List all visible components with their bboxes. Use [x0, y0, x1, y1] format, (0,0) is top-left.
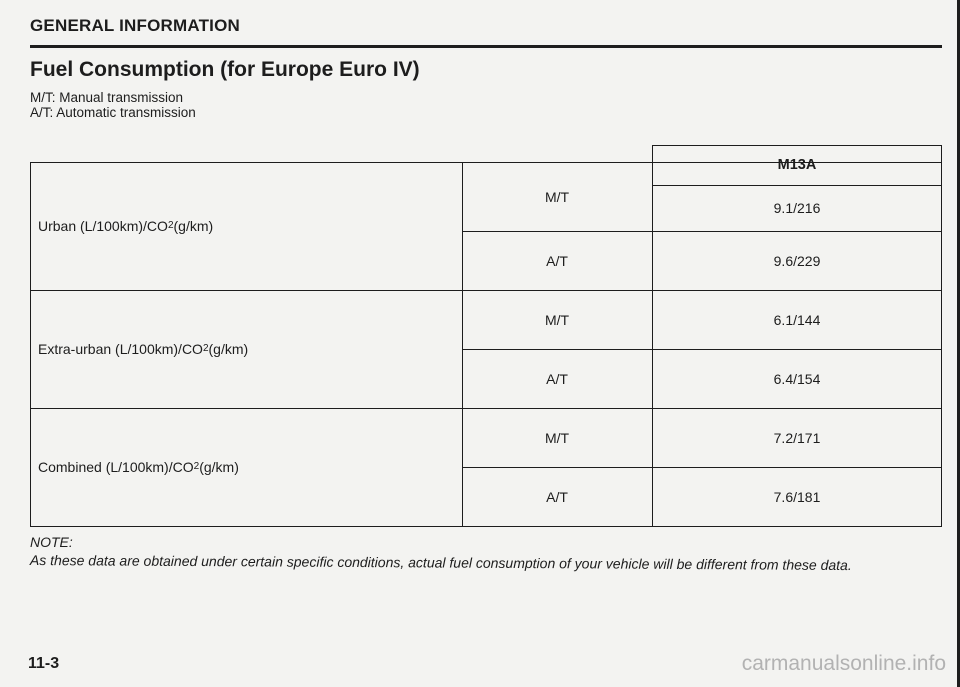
legend-automatic: A/T: Automatic transmission [30, 105, 196, 120]
consumption-value: 9.1/216 [773, 200, 821, 216]
page-title: Fuel Consumption (for Europe Euro IV) [30, 58, 420, 81]
consumption-value: 6.1/144 [773, 311, 821, 328]
transmission-type: A/T [546, 370, 568, 387]
section-header: GENERAL INFORMATION [30, 16, 240, 35]
column-header-m13a: M13A [777, 157, 817, 173]
consumption-value: 6.4/154 [773, 370, 821, 387]
transmission-type: A/T [546, 488, 568, 505]
transmission-type: M/T [544, 311, 570, 328]
table-line [30, 526, 942, 527]
consumption-value: 7.2/171 [773, 429, 821, 446]
consumption-value: 7.6/181 [773, 488, 821, 505]
row-label-urban: Urban (L/100km)/CO 2 (g/km) [38, 218, 214, 234]
transmission-type: A/T [546, 252, 568, 269]
transmission-type: M/T [544, 188, 570, 205]
transmission-type: M/T [544, 429, 570, 446]
row-label-combined: Combined (L/100km)/CO 2 (g/km) [38, 459, 239, 475]
note-text: As these data are obtained under certain specific conditions, actual fuel consumption of your vehicle will be different from these data. [29, 552, 852, 574]
watermark: carmanualsonline.info [741, 652, 946, 675]
fuel-consumption-table [30, 145, 942, 527]
header-rule [30, 45, 942, 48]
legend-manual: M/T: Manual transmission [30, 90, 184, 105]
legend [30, 90, 196, 120]
note-label: NOTE: [30, 534, 73, 550]
row-label-extra-urban: Extra-urban (L/100km)/CO 2 (g/km) [38, 341, 249, 357]
page-number: 11-3 [28, 655, 60, 672]
consumption-value: 9.6/229 [773, 252, 821, 269]
